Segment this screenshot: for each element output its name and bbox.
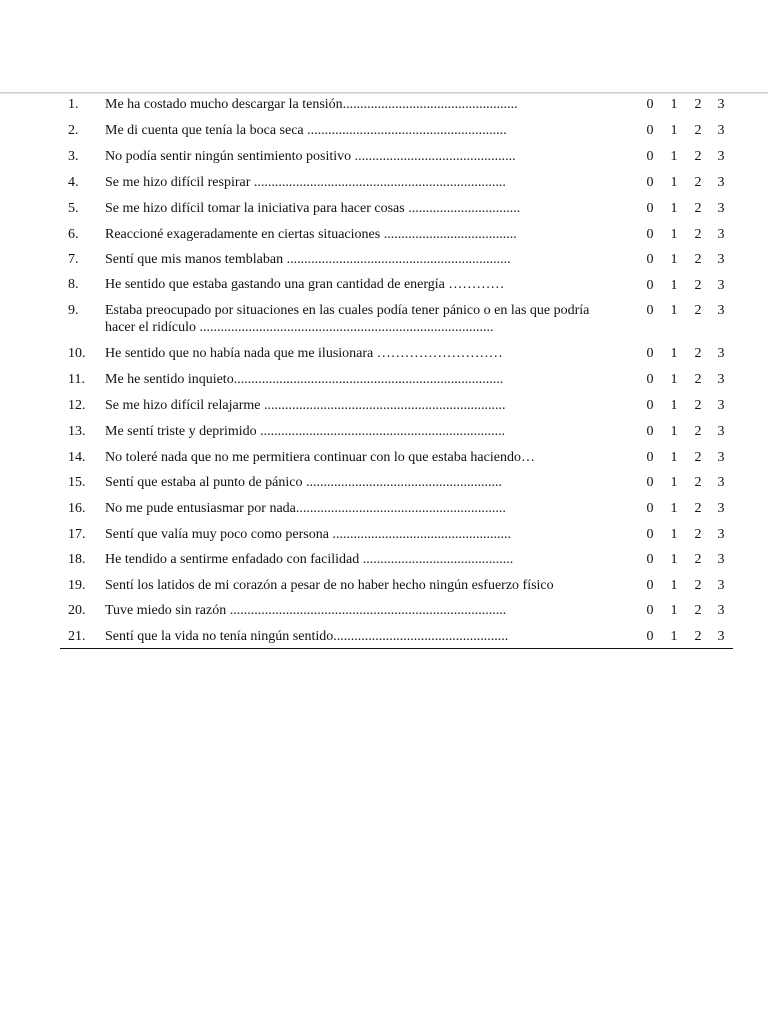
questionnaire-item <box>60 276 733 300</box>
item-number: 18. <box>68 552 86 567</box>
item-statement <box>105 577 645 594</box>
item-statement <box>105 500 645 517</box>
rating-option-2: 2 <box>694 629 702 644</box>
rating-option-1: 1 <box>670 398 678 413</box>
item-statement-line: Sentí que la vida no tenía ningún sentido.................................................. <box>105 629 509 644</box>
rating-option-0: 0 <box>646 398 654 413</box>
rating-option-2: 2 <box>694 578 702 593</box>
rating-option-3: 3 <box>717 501 725 516</box>
rating-option-2: 2 <box>694 227 702 242</box>
rating-option-2: 2 <box>694 450 702 465</box>
rating-option-0: 0 <box>646 527 654 542</box>
rating-option-3: 3 <box>717 398 725 413</box>
questionnaire-item <box>60 602 733 626</box>
top-blank-band <box>0 0 768 92</box>
item-statement-line: Me ha costado mucho descargar la tensión.................................................. <box>105 97 518 112</box>
item-number: 14. <box>68 450 86 465</box>
questionnaire-item <box>60 96 733 120</box>
item-statement <box>105 526 645 543</box>
rating-option-3: 3 <box>717 252 725 267</box>
rating-option-0: 0 <box>646 475 654 490</box>
item-statement-line: Sentí los latidos de mi corazón a pesar de no haber hecho ningún esfuerzo físico <box>105 578 554 593</box>
rating-option-0: 0 <box>646 175 654 190</box>
rating-option-0: 0 <box>646 123 654 138</box>
item-number: 17. <box>68 527 86 542</box>
rating-option-3: 3 <box>717 278 725 293</box>
questionnaire-item <box>60 551 733 575</box>
questionnaire-item <box>60 371 733 395</box>
rating-option-2: 2 <box>694 398 702 413</box>
item-statement <box>105 200 645 217</box>
item-statement <box>105 474 645 491</box>
rating-option-3: 3 <box>717 578 725 593</box>
questionnaire-item <box>60 251 733 275</box>
item-statement-line: Me sentí triste y deprimido ...................................................................... <box>105 424 506 439</box>
rating-option-1: 1 <box>670 372 678 387</box>
questionnaire-item <box>60 526 733 550</box>
rating-option-1: 1 <box>670 603 678 618</box>
top-divider <box>0 92 768 94</box>
rating-option-2: 2 <box>694 252 702 267</box>
rating-option-1: 1 <box>670 578 678 593</box>
questionnaire-item <box>60 302 733 342</box>
rating-option-1: 1 <box>670 252 678 267</box>
rating-option-1: 1 <box>670 175 678 190</box>
rating-option-1: 1 <box>670 450 678 465</box>
item-statement-line: No podía sentir ningún sentimiento positivo .............................................. <box>105 149 516 164</box>
rating-option-2: 2 <box>694 552 702 567</box>
item-number: 1. <box>68 97 79 112</box>
item-number: 13. <box>68 424 86 439</box>
rating-option-1: 1 <box>670 629 678 644</box>
questionnaire-item <box>60 577 733 601</box>
rating-option-0: 0 <box>646 450 654 465</box>
item-statement <box>105 345 645 362</box>
rating-option-1: 1 <box>670 501 678 516</box>
item-statement <box>105 302 645 336</box>
item-statement <box>105 122 645 139</box>
rating-option-2: 2 <box>694 527 702 542</box>
rating-option-3: 3 <box>717 346 725 361</box>
rating-option-2: 2 <box>694 424 702 439</box>
rating-option-0: 0 <box>646 303 654 318</box>
rating-option-0: 0 <box>646 578 654 593</box>
item-number: 8. <box>68 277 79 292</box>
rating-option-0: 0 <box>646 252 654 267</box>
questionnaire-item <box>60 345 733 369</box>
rating-option-2: 2 <box>694 149 702 164</box>
rating-option-2: 2 <box>694 175 702 190</box>
rating-option-1: 1 <box>670 97 678 112</box>
item-number: 15. <box>68 475 86 490</box>
rating-option-0: 0 <box>646 629 654 644</box>
item-number: 3. <box>68 149 79 164</box>
item-statement-line: He sentido que estaba gastando una gran cantidad de energía ………… <box>105 277 505 292</box>
rating-option-0: 0 <box>646 603 654 618</box>
item-statement-line: Sentí que mis manos temblaban ................................................................ <box>105 252 511 267</box>
rating-option-1: 1 <box>670 527 678 542</box>
questionnaire-item <box>60 474 733 498</box>
item-statement-line-2: hacer el ridículo .................................................................................... <box>105 320 494 335</box>
item-number: 21. <box>68 629 86 644</box>
item-statement <box>105 96 645 113</box>
questionnaire-item <box>60 449 733 473</box>
rating-option-2: 2 <box>694 475 702 490</box>
item-statement-line: He tendido a sentirme enfadado con facilidad ........................................... <box>105 552 514 567</box>
rating-option-1: 1 <box>670 552 678 567</box>
rating-option-3: 3 <box>717 372 725 387</box>
rating-option-3: 3 <box>717 475 725 490</box>
rating-option-1: 1 <box>670 278 678 293</box>
rating-option-0: 0 <box>646 424 654 439</box>
rating-option-2: 2 <box>694 123 702 138</box>
rating-option-0: 0 <box>646 552 654 567</box>
rating-option-0: 0 <box>646 201 654 216</box>
item-statement <box>105 148 645 165</box>
item-statement <box>105 276 645 293</box>
item-statement-line: Me di cuenta que tenía la boca seca ......................................................... <box>105 123 507 138</box>
rating-option-3: 3 <box>717 527 725 542</box>
item-statement <box>105 602 645 619</box>
rating-option-2: 2 <box>694 201 702 216</box>
rating-option-1: 1 <box>670 424 678 439</box>
item-number: 9. <box>68 303 79 318</box>
rating-option-1: 1 <box>670 149 678 164</box>
rating-option-3: 3 <box>717 303 725 318</box>
rating-option-3: 3 <box>717 149 725 164</box>
item-statement-line: He sentido que no había nada que me ilusionara ……………………… <box>105 346 503 361</box>
rating-option-3: 3 <box>717 603 725 618</box>
questionnaire-item <box>60 500 733 524</box>
rating-option-0: 0 <box>646 149 654 164</box>
item-number: 7. <box>68 252 79 267</box>
rating-option-2: 2 <box>694 346 702 361</box>
rating-option-0: 0 <box>646 278 654 293</box>
item-statement <box>105 449 645 466</box>
rating-option-1: 1 <box>670 475 678 490</box>
rating-option-1: 1 <box>670 123 678 138</box>
questionnaire-item <box>60 122 733 146</box>
questionnaire-item <box>60 148 733 172</box>
item-statement <box>105 397 645 414</box>
item-statement-line: Tuve miedo sin razón ............................................................................... <box>105 603 507 618</box>
questionnaire-item <box>60 423 733 447</box>
item-statement-line: No toleré nada que no me permitiera continuar con lo que estaba haciendo… <box>105 450 535 465</box>
item-number: 5. <box>68 201 79 216</box>
item-statement-line: Sentí que estaba al punto de pánico ........................................................ <box>105 475 502 490</box>
item-statement-line: No me pude entusiasmar por nada............................................................ <box>105 501 506 516</box>
rating-option-3: 3 <box>717 424 725 439</box>
questionnaire-item <box>60 226 733 250</box>
item-statement <box>105 226 645 243</box>
item-number: 16. <box>68 501 86 516</box>
item-number: 12. <box>68 398 86 413</box>
rating-option-2: 2 <box>694 97 702 112</box>
rating-option-3: 3 <box>717 123 725 138</box>
item-statement <box>105 251 645 268</box>
questionnaire-item <box>60 200 733 224</box>
item-number: 4. <box>68 175 79 190</box>
rating-option-2: 2 <box>694 372 702 387</box>
rating-option-2: 2 <box>694 303 702 318</box>
rating-option-3: 3 <box>717 97 725 112</box>
item-number: 20. <box>68 603 86 618</box>
rating-option-2: 2 <box>694 501 702 516</box>
item-statement <box>105 551 645 568</box>
rating-option-0: 0 <box>646 227 654 242</box>
rating-option-3: 3 <box>717 450 725 465</box>
rating-option-0: 0 <box>646 501 654 516</box>
rating-option-3: 3 <box>717 227 725 242</box>
item-statement-line: Reaccioné exageradamente en ciertas situaciones ...................................... <box>105 227 517 242</box>
rating-option-2: 2 <box>694 603 702 618</box>
item-statement <box>105 628 645 645</box>
table-bottom-rule <box>60 648 733 649</box>
rating-option-3: 3 <box>717 629 725 644</box>
questionnaire-item <box>60 397 733 421</box>
rating-option-0: 0 <box>646 346 654 361</box>
rating-option-3: 3 <box>717 201 725 216</box>
questionnaire-item <box>60 174 733 198</box>
rating-option-3: 3 <box>717 552 725 567</box>
item-number: 11. <box>68 372 85 387</box>
item-statement-line: Se me hizo difícil respirar ........................................................................ <box>105 175 506 190</box>
item-statement-line: Sentí que valía muy poco como persona ................................................... <box>105 527 511 542</box>
rating-option-3: 3 <box>717 175 725 190</box>
item-statement-line: Estaba preocupado por situaciones en las cuales podía tener pánico o en las que podría <box>105 303 590 318</box>
item-statement <box>105 371 645 388</box>
item-number: 19. <box>68 578 86 593</box>
item-number: 6. <box>68 227 79 242</box>
item-statement-line: Me he sentido inquieto............................................................................. <box>105 372 504 387</box>
rating-option-0: 0 <box>646 97 654 112</box>
item-number: 10. <box>68 346 86 361</box>
rating-option-1: 1 <box>670 227 678 242</box>
rating-option-1: 1 <box>670 303 678 318</box>
item-statement <box>105 423 645 440</box>
rating-option-1: 1 <box>670 201 678 216</box>
item-statement-line: Se me hizo difícil tomar la iniciativa para hacer cosas ................................ <box>105 201 521 216</box>
rating-option-2: 2 <box>694 278 702 293</box>
rating-option-1: 1 <box>670 346 678 361</box>
item-statement-line: Se me hizo difícil relajarme ..................................................................... <box>105 398 506 413</box>
item-number: 2. <box>68 123 79 138</box>
item-statement <box>105 174 645 191</box>
rating-option-0: 0 <box>646 372 654 387</box>
